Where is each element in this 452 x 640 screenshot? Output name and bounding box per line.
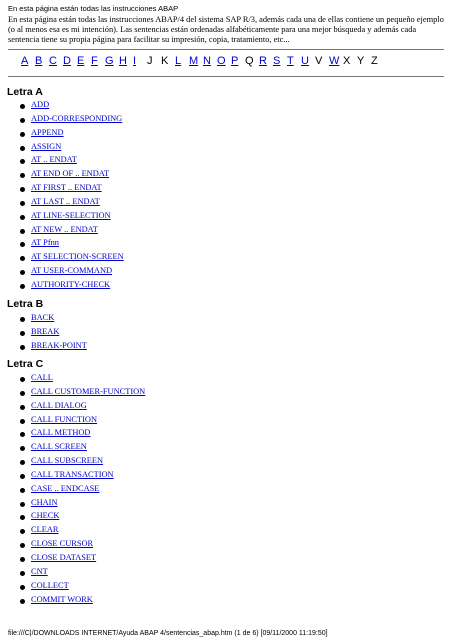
alphabet-letter-x: X	[343, 55, 351, 67]
bullet-icon	[20, 256, 25, 261]
command-link[interactable]: AT Pfnn	[31, 238, 59, 248]
bullet-icon	[20, 557, 25, 562]
alphabet-letter-o[interactable]: O	[217, 55, 226, 67]
bullet-icon	[20, 419, 25, 424]
bullet-icon	[20, 515, 25, 520]
command-link[interactable]: APPEND	[31, 127, 64, 137]
alphabet-letter-y: Y	[357, 55, 365, 67]
top-divider	[8, 49, 444, 50]
alphabet-letter-h[interactable]: H	[119, 55, 127, 67]
command-link[interactable]: CHECK	[31, 511, 60, 521]
alphabet-letter-c[interactable]: C	[49, 55, 57, 67]
bullet-icon	[20, 377, 25, 382]
alphabet-letter-s[interactable]: S	[273, 55, 281, 67]
alphabet-letter-j: J	[147, 55, 153, 67]
bullet-icon	[20, 543, 25, 548]
command-link[interactable]: AT SELECTION-SCREEN	[31, 252, 124, 262]
command-link[interactable]: AT USER-COMMAND	[31, 266, 113, 276]
command-link[interactable]: CALL CUSTOMER-FUNCTION	[31, 386, 146, 396]
command-link[interactable]: CNT	[31, 566, 48, 576]
bullet-icon	[20, 599, 25, 604]
bullet-icon	[20, 432, 25, 437]
page-footer: file:///C|/DOWNLOADS INTERNET/Ayuda ABAP 4/sentencias_abap.htm (1 de 6) [09/11/2000 11:19:50]	[8, 630, 328, 637]
bullet-icon	[20, 331, 25, 336]
alphabet-letter-k: K	[161, 55, 169, 67]
page-header-title: En esta página están todas las instrucciones ABAP	[8, 4, 179, 13]
bullet-icon	[20, 502, 25, 507]
command-link[interactable]: CALL METHOD	[31, 428, 91, 438]
alphabet-letter-g[interactable]: G	[105, 55, 114, 67]
command-link[interactable]: AT LAST .. ENDAT	[31, 196, 100, 206]
bullet-icon	[20, 317, 25, 322]
command-link[interactable]: BACK	[31, 313, 55, 322]
alphabet-letter-p[interactable]: P	[231, 55, 239, 67]
bullet-icon	[20, 405, 25, 410]
bullet-icon	[20, 146, 25, 151]
command-link[interactable]: AT FIRST .. ENDAT	[31, 183, 102, 193]
bullet-icon	[20, 242, 25, 247]
command-link[interactable]: CALL DIALOG	[31, 400, 87, 410]
alphabet-letter-a[interactable]: A	[21, 55, 29, 67]
bullet-icon	[20, 159, 25, 164]
command-link[interactable]: AT .. ENDAT	[31, 155, 77, 165]
command-link[interactable]: CALL SUBSCREEN	[31, 456, 104, 466]
alphabet-letter-w[interactable]: W	[329, 55, 340, 67]
section-heading-a: Letra A	[7, 86, 43, 98]
command-link[interactable]: CLOSE DATASET	[31, 552, 97, 562]
bullet-icon	[20, 104, 25, 109]
command-link[interactable]: ADD	[31, 100, 50, 109]
alphabet-letter-q: Q	[245, 55, 254, 67]
command-link[interactable]: AT LINE-SELECTION	[31, 210, 111, 220]
command-link[interactable]: CALL FUNCTION	[31, 414, 97, 424]
alphabet-letter-v: V	[315, 55, 323, 67]
alphabet-letter-n[interactable]: N	[203, 55, 211, 67]
bullet-icon	[20, 529, 25, 534]
section-heading-c: Letra C	[7, 358, 44, 370]
bottom-divider	[8, 76, 444, 77]
alphabet-letter-i[interactable]: I	[133, 55, 137, 67]
bullet-icon	[20, 585, 25, 590]
command-link[interactable]: AUTHORITY-CHECK	[31, 279, 111, 289]
alphabet-letter-l[interactable]: L	[175, 55, 182, 67]
alphabet-letter-z: Z	[371, 55, 378, 67]
command-link[interactable]: COLLECT	[31, 580, 69, 590]
command-link[interactable]: ADD-CORRESPONDING	[31, 113, 123, 123]
bullet-icon	[20, 187, 25, 192]
command-link[interactable]: COMMIT WORK	[31, 594, 93, 604]
alphabet-letter-e[interactable]: E	[77, 55, 85, 67]
bullet-icon	[20, 571, 25, 576]
bullet-icon	[20, 488, 25, 493]
bullet-icon	[20, 391, 25, 396]
command-link[interactable]: CALL SCREEN	[31, 442, 87, 452]
command-link[interactable]: AT END OF .. ENDAT	[31, 169, 110, 179]
bullet-icon	[20, 215, 25, 220]
alphabet-letter-m[interactable]: M	[189, 55, 199, 67]
command-link[interactable]: ASSIGN	[31, 141, 62, 151]
alphabet-letter-d[interactable]: D	[63, 55, 71, 67]
bullet-icon	[20, 270, 25, 275]
command-link[interactable]: CASE .. ENDCASE	[31, 483, 100, 493]
command-link[interactable]: BREAK	[31, 326, 60, 336]
command-link[interactable]: AT NEW .. ENDAT	[31, 224, 98, 234]
alphabet-letter-b[interactable]: B	[35, 55, 43, 67]
alphabet-letter-f[interactable]: F	[91, 55, 98, 67]
command-link[interactable]: CLEAR	[31, 525, 59, 535]
command-link[interactable]: BREAK-POINT	[31, 340, 87, 350]
bullet-icon	[20, 460, 25, 465]
bullet-icon	[20, 173, 25, 178]
command-link[interactable]: CHAIN	[31, 497, 58, 507]
bullet-icon	[20, 132, 25, 137]
section-heading-b: Letra B	[7, 298, 44, 310]
bullet-icon	[20, 284, 25, 289]
intro-paragraph: En esta página están todas las instrucciones ABAP/4 del sistema SAP R/3, además cada una de ellas contiene un pequeño ejemplo (o al menos esa es mi intención). Las sentencias están ordenadas alfabéticamente para una mejor búsqueda y además cada sentencia tiene su propia página para facilitar su impresión, copia, tratamiento, etc...	[8, 15, 444, 44]
command-link[interactable]: CALL	[31, 373, 53, 382]
command-link[interactable]: CALL TRANSACTION	[31, 469, 114, 479]
command-link[interactable]: CLOSE CURSOR	[31, 539, 94, 549]
bullet-icon	[20, 446, 25, 451]
bullet-icon	[20, 118, 25, 123]
bullet-icon	[20, 201, 25, 206]
alphabet-letter-u[interactable]: U	[301, 55, 309, 67]
alphabet-index	[21, 55, 385, 67]
bullet-icon	[20, 229, 25, 234]
bullet-icon	[20, 474, 25, 479]
alphabet-letter-r[interactable]: R	[259, 55, 267, 67]
alphabet-letter-t[interactable]: T	[287, 55, 294, 67]
bullet-icon	[20, 345, 25, 350]
